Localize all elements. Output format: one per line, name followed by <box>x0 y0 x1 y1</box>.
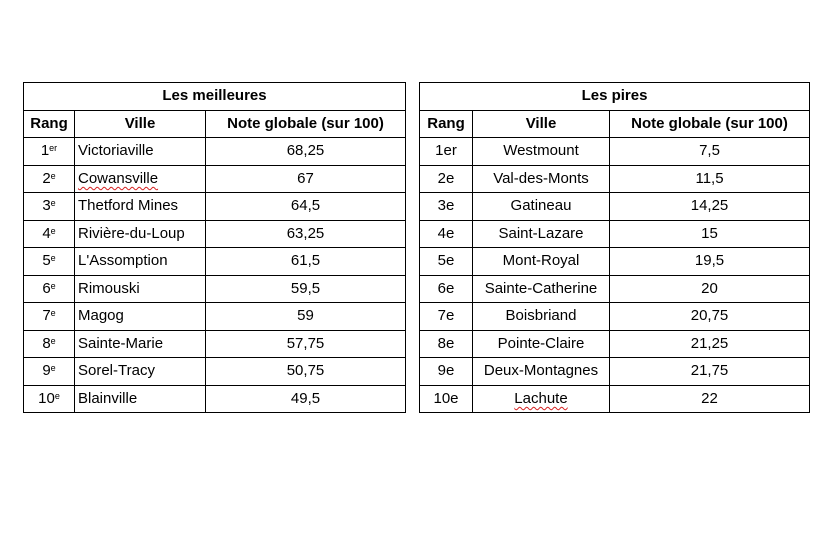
table-row <box>420 275 810 303</box>
spellcheck-word: Cowansville <box>78 169 159 187</box>
table-row <box>24 248 406 276</box>
best-header-rank: Rang <box>24 110 75 138</box>
rank-cell: 6e <box>420 275 473 303</box>
worst-table-title: Les pires <box>420 83 810 111</box>
worst-header-score: Note globale (sur 100) <box>610 110 810 138</box>
rank-cell: 8e <box>24 330 75 358</box>
city-cell <box>75 165 206 193</box>
city-cell: Rimouski <box>75 275 206 303</box>
rank-cell: 8e <box>420 330 473 358</box>
table-row <box>24 193 406 221</box>
worst-header-city: Ville <box>473 110 610 138</box>
table-row <box>24 138 406 166</box>
rank-cell: 10e <box>24 385 75 413</box>
table-row <box>420 330 810 358</box>
city-cell: Victoriaville <box>75 138 206 166</box>
city-cell: L'Assomption <box>75 248 206 276</box>
score-cell: 20,75 <box>610 303 810 331</box>
city-cell: Saint-Lazare <box>473 220 610 248</box>
city-cell: Rivière-du-Loup <box>75 220 206 248</box>
score-cell: 63,25 <box>206 220 406 248</box>
table-row <box>420 358 810 386</box>
best-cities-table <box>23 82 406 413</box>
score-cell: 19,5 <box>610 248 810 276</box>
table-row <box>420 220 810 248</box>
score-cell: 68,25 <box>206 138 406 166</box>
rank-cell: 1er <box>24 138 75 166</box>
score-cell: 15 <box>610 220 810 248</box>
city-cell: Sainte-Marie <box>75 330 206 358</box>
rank-cell: 2e <box>24 165 75 193</box>
score-cell: 67 <box>206 165 406 193</box>
score-cell: 11,5 <box>610 165 810 193</box>
best-table-title: Les meilleures <box>24 83 406 111</box>
table-row <box>420 303 810 331</box>
worst-cities-table <box>419 82 810 413</box>
score-cell: 7,5 <box>610 138 810 166</box>
score-cell: 59 <box>206 303 406 331</box>
rank-cell: 3e <box>420 193 473 221</box>
score-cell: 61,5 <box>206 248 406 276</box>
table-row <box>24 275 406 303</box>
rank-cell: 7e <box>420 303 473 331</box>
spellcheck-word: Lachute <box>514 389 568 407</box>
score-cell: 64,5 <box>206 193 406 221</box>
rank-cell: 9e <box>420 358 473 386</box>
best-header-score: Note globale (sur 100) <box>206 110 406 138</box>
table-row <box>24 358 406 386</box>
rank-cell: 1er <box>420 138 473 166</box>
table-row <box>420 193 810 221</box>
score-cell: 49,5 <box>206 385 406 413</box>
rank-cell: 9e <box>24 358 75 386</box>
score-cell: 20 <box>610 275 810 303</box>
worst-header-rank: Rang <box>420 110 473 138</box>
rank-cell: 5e <box>420 248 473 276</box>
city-cell <box>473 385 610 413</box>
city-cell: Westmount <box>473 138 610 166</box>
table-row <box>24 220 406 248</box>
rank-cell: 4e <box>24 220 75 248</box>
city-cell: Sorel-Tracy <box>75 358 206 386</box>
rank-cell: 5e <box>24 248 75 276</box>
rank-cell: 3e <box>24 193 75 221</box>
table-row <box>420 385 810 413</box>
score-cell: 57,75 <box>206 330 406 358</box>
score-cell: 22 <box>610 385 810 413</box>
score-cell: 14,25 <box>610 193 810 221</box>
city-cell: Magog <box>75 303 206 331</box>
city-cell: Gatineau <box>473 193 610 221</box>
rank-cell: 2e <box>420 165 473 193</box>
table-row <box>24 165 406 193</box>
city-cell: Val-des-Monts <box>473 165 610 193</box>
city-cell: Mont-Royal <box>473 248 610 276</box>
city-cell: Deux-Montagnes <box>473 358 610 386</box>
rank-cell: 7e <box>24 303 75 331</box>
score-cell: 59,5 <box>206 275 406 303</box>
city-cell: Pointe-Claire <box>473 330 610 358</box>
score-cell: 50,75 <box>206 358 406 386</box>
best-header-city: Ville <box>75 110 206 138</box>
city-cell: Boisbriand <box>473 303 610 331</box>
table-row <box>420 248 810 276</box>
table-row <box>24 385 406 413</box>
city-cell: Blainville <box>75 385 206 413</box>
score-cell: 21,75 <box>610 358 810 386</box>
score-cell: 21,25 <box>610 330 810 358</box>
rank-cell: 6e <box>24 275 75 303</box>
table-row <box>420 165 810 193</box>
city-cell: Thetford Mines <box>75 193 206 221</box>
table-row <box>24 330 406 358</box>
table-row <box>420 138 810 166</box>
rank-cell: 4e <box>420 220 473 248</box>
rank-cell: 10e <box>420 385 473 413</box>
city-cell: Sainte-Catherine <box>473 275 610 303</box>
table-row <box>24 303 406 331</box>
